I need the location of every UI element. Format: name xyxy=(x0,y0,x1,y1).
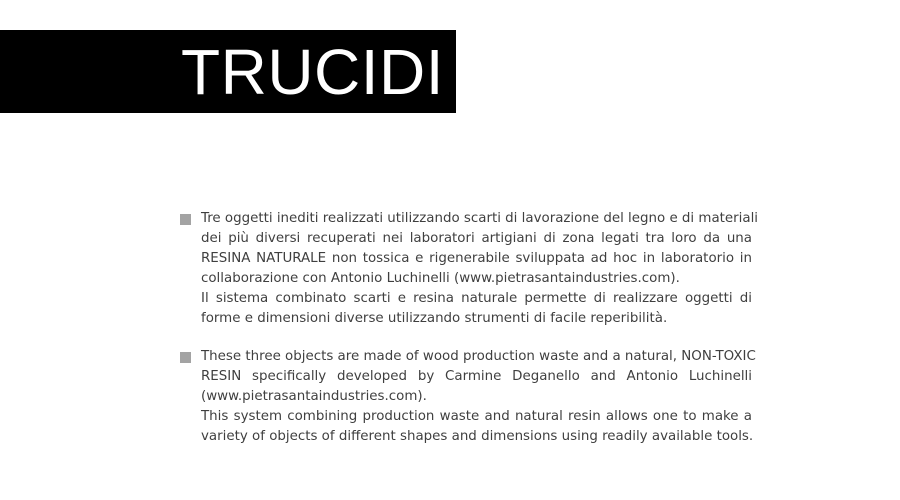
bullet-square xyxy=(180,214,191,225)
paragraph-line: Tre oggetti inediti realizzati utilizzando scarti di lavorazione del legno e di materiali xyxy=(201,211,759,226)
paragraph-line: forme e dimensioni diverse utilizzando strumenti di facile reperibilità. xyxy=(201,311,668,326)
paragraph-line: RESINA NATURALE non tossica e rigenerabile sviluppata ad hoc in laboratorio in xyxy=(201,251,752,266)
paragraph-line: collaborazione con Antonio Luchinelli (www.pietrasantaindustries.com). xyxy=(201,271,680,286)
paragraph-english-text xyxy=(201,347,756,447)
bullet-square xyxy=(180,352,191,363)
paragraph-line: variety of objects of different shapes and dimensions using readily available tools. xyxy=(201,429,754,444)
paragraph-line: RESIN specifically developed by Carmine Deganello and Antonio Luchinelli xyxy=(201,369,752,384)
page-title: TRUCIDI xyxy=(181,36,445,108)
paragraph-line: These three objects are made of wood production waste and a natural, NON-TOXIC xyxy=(201,349,756,364)
paragraph-italian-text xyxy=(201,209,759,329)
paragraph-italian xyxy=(180,209,759,329)
paragraph-english xyxy=(180,347,756,447)
paragraph-line: This system combining production waste and natural resin allows one to make a xyxy=(201,409,752,424)
paragraph-line: Il sistema combinato scarti e resina naturale permette di realizzare oggetti di xyxy=(201,291,752,306)
paragraph-line: dei più diversi recuperati nei laboratori artigiani di zona legati tra loro da una xyxy=(201,231,752,246)
paragraph-line: (www.pietrasantaindustries.com). xyxy=(201,389,427,404)
